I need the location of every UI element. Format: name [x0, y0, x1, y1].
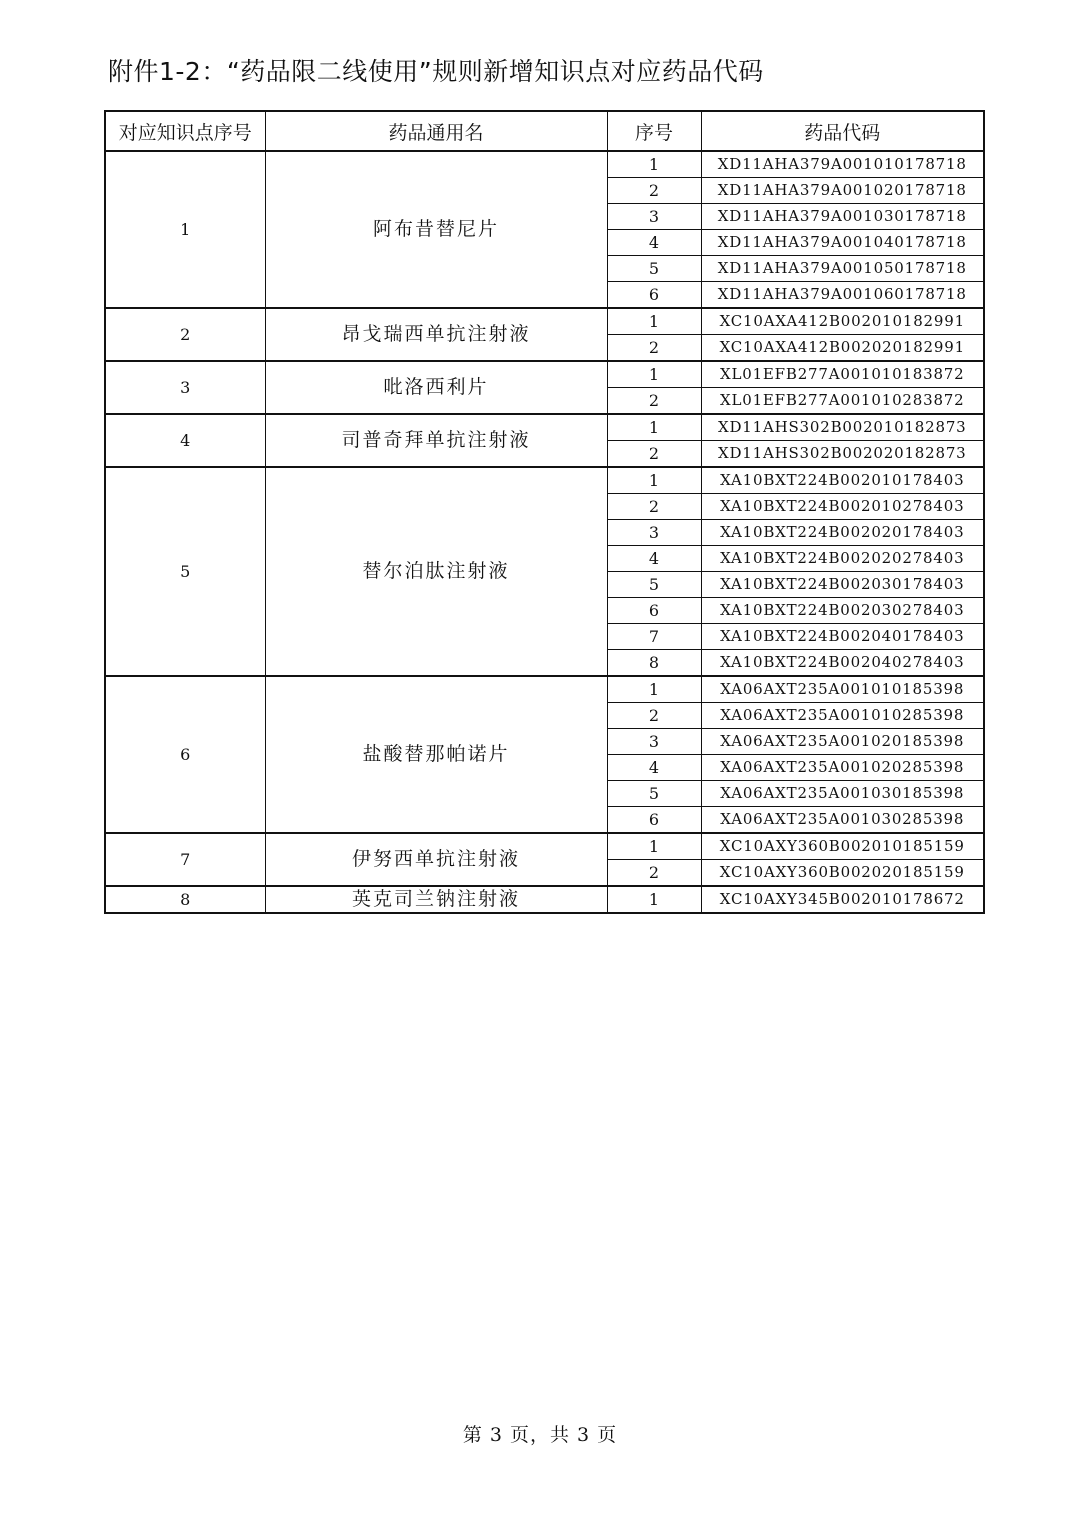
seq-cell: 6 — [607, 282, 701, 309]
drug-code-cell: XD11AHA379A001010178718 — [701, 151, 984, 178]
seq-cell: 4 — [607, 546, 701, 572]
drug-code-cell: XA06AXT235A001020185398 — [701, 729, 984, 755]
drug-code-cell: XD11AHA379A001040178718 — [701, 230, 984, 256]
column-header-drug-code: 药品代码 — [701, 111, 984, 151]
drug-code-cell: XA10BXT224B002020178403 — [701, 520, 984, 546]
drug-code-cell: XA10BXT224B002030178403 — [701, 572, 984, 598]
table-row — [105, 676, 984, 703]
drug-code-cell: XD11AHS302B002010182873 — [701, 414, 984, 441]
knowledge-point-no-cell: 4 — [105, 414, 265, 467]
column-header-generic-name: 药品通用名 — [265, 111, 607, 151]
knowledge-point-no-cell: 2 — [105, 308, 265, 361]
knowledge-point-no-cell: 5 — [105, 467, 265, 676]
page-footer: 第 3 页，共 3 页 — [462, 1424, 618, 1446]
drug-code-cell: XD11AHA379A001060178718 — [701, 282, 984, 309]
table-row — [105, 467, 984, 494]
table-row — [105, 361, 984, 388]
generic-name-cell: 昂戈瑞西单抗注射液 — [265, 308, 607, 361]
drug-code-cell: XD11AHA379A001050178718 — [701, 256, 984, 282]
seq-cell: 4 — [607, 755, 701, 781]
seq-cell: 1 — [607, 361, 701, 388]
knowledge-point-no-cell: 6 — [105, 676, 265, 833]
drug-code-cell: XA06AXT235A001010285398 — [701, 703, 984, 729]
seq-cell: 6 — [607, 807, 701, 834]
table-row — [105, 886, 984, 913]
generic-name-cell: 伊努西单抗注射液 — [265, 833, 607, 886]
seq-cell: 1 — [607, 414, 701, 441]
seq-cell: 2 — [607, 703, 701, 729]
drug-code-cell: XL01EFB277A001010283872 — [701, 388, 984, 415]
drug-code-cell: XC10AXA412B002010182991 — [701, 308, 984, 335]
generic-name-cell: 阿布昔替尼片 — [265, 151, 607, 308]
drug-code-cell: XA10BXT224B002010278403 — [701, 494, 984, 520]
drug-code-table — [104, 110, 985, 914]
knowledge-point-no-cell: 3 — [105, 361, 265, 414]
drug-code-cell: XA06AXT235A001030285398 — [701, 807, 984, 834]
seq-cell: 1 — [607, 676, 701, 703]
seq-cell: 1 — [607, 833, 701, 860]
generic-name-cell: 盐酸替那帕诺片 — [265, 676, 607, 833]
knowledge-point-no-cell: 1 — [105, 151, 265, 308]
drug-code-cell: XA10BXT224B002010178403 — [701, 467, 984, 494]
seq-cell: 6 — [607, 598, 701, 624]
drug-code-cell: XA06AXT235A001010185398 — [701, 676, 984, 703]
seq-cell: 1 — [607, 886, 701, 913]
drug-code-cell: XA06AXT235A001020285398 — [701, 755, 984, 781]
drug-code-cell: XA10BXT224B002040178403 — [701, 624, 984, 650]
column-header-seq: 序号 — [607, 111, 701, 151]
seq-cell: 3 — [607, 520, 701, 546]
drug-code-cell: XC10AXA412B002020182991 — [701, 335, 984, 362]
drug-code-cell: XA10BXT224B002040278403 — [701, 650, 984, 677]
seq-cell: 2 — [607, 178, 701, 204]
knowledge-point-no-cell: 8 — [105, 886, 265, 913]
table-row — [105, 308, 984, 335]
drug-code-cell: XD11AHA379A001020178718 — [701, 178, 984, 204]
seq-cell: 4 — [607, 230, 701, 256]
page-title: 附件1-2：“药品限二线使用”规则新增知识点对应药品代码 — [108, 57, 764, 86]
drug-code-cell: XA06AXT235A001030185398 — [701, 781, 984, 807]
generic-name-cell: 英克司兰钠注射液 — [265, 886, 607, 913]
table-row — [105, 414, 984, 441]
seq-cell: 1 — [607, 151, 701, 178]
table-row — [105, 151, 984, 178]
drug-code-cell: XD11AHS302B002020182873 — [701, 441, 984, 468]
table-body — [105, 151, 984, 913]
seq-cell: 1 — [607, 308, 701, 335]
knowledge-point-no-cell: 7 — [105, 833, 265, 886]
seq-cell: 3 — [607, 729, 701, 755]
seq-cell: 2 — [607, 441, 701, 468]
column-header-knowledge-point-no: 对应知识点序号 — [105, 111, 265, 151]
drug-code-cell: XA10BXT224B002030278403 — [701, 598, 984, 624]
drug-code-cell: XC10AXY360B002020185159 — [701, 860, 984, 887]
generic-name-cell: 司普奇拜单抗注射液 — [265, 414, 607, 467]
seq-cell: 2 — [607, 335, 701, 362]
seq-cell: 1 — [607, 467, 701, 494]
seq-cell: 3 — [607, 204, 701, 230]
seq-cell: 5 — [607, 572, 701, 598]
drug-code-cell: XC10AXY345B002010178672 — [701, 886, 984, 913]
generic-name-cell: 替尔泊肽注射液 — [265, 467, 607, 676]
seq-cell: 2 — [607, 860, 701, 887]
table-header-row — [105, 111, 984, 151]
seq-cell: 8 — [607, 650, 701, 677]
seq-cell: 2 — [607, 494, 701, 520]
drug-code-cell: XC10AXY360B002010185159 — [701, 833, 984, 860]
seq-cell: 7 — [607, 624, 701, 650]
seq-cell: 2 — [607, 388, 701, 415]
generic-name-cell: 吡洛西利片 — [265, 361, 607, 414]
drug-code-cell: XD11AHA379A001030178718 — [701, 204, 984, 230]
seq-cell: 5 — [607, 781, 701, 807]
table-row — [105, 833, 984, 860]
drug-code-cell: XL01EFB277A001010183872 — [701, 361, 984, 388]
seq-cell: 5 — [607, 256, 701, 282]
drug-code-cell: XA10BXT224B002020278403 — [701, 546, 984, 572]
